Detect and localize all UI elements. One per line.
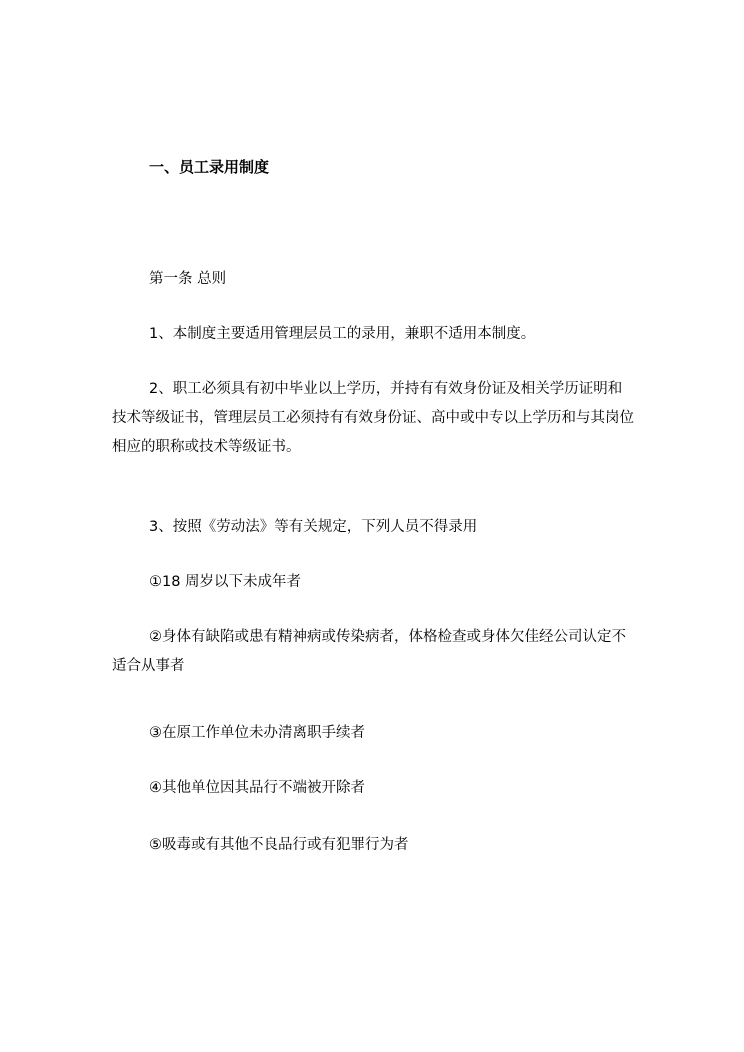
list-item-4: ④其他单位因其品行不端被开除者 bbox=[149, 780, 365, 796]
list-item-5: ⑤吸毒或有其他不良品行或有犯罪行为者 bbox=[149, 837, 409, 853]
paragraph-3: 3、按照《劳动法》等有关规定，下列人员不得录用 bbox=[149, 519, 478, 535]
section-heading: 一、员工录用制度 bbox=[149, 158, 270, 176]
paragraph-2: 2、职工必须具有初中毕业以上学历，并持有有效身份证及相关学历证明和技术等级证书，管理层员工必须持有有效身份证、高中或中专以上学历和与其岗位相应的职称或技术等级证书。 bbox=[112, 381, 634, 455]
list-item-3: ③在原工作单位未办清离职手续者 bbox=[149, 725, 365, 741]
article-title: 第一条 总则 bbox=[149, 271, 227, 287]
paragraph-1: 1、本制度主要适用管理层员工的录用，兼职不适用本制度。 bbox=[149, 326, 536, 342]
list-item-1: ①18 周岁以下未成年者 bbox=[149, 574, 302, 590]
list-item-2: ②身体有缺陷或患有精神病或传染病者，体格检查或身体欠佳经公司认定不适合从事者 bbox=[112, 629, 626, 674]
